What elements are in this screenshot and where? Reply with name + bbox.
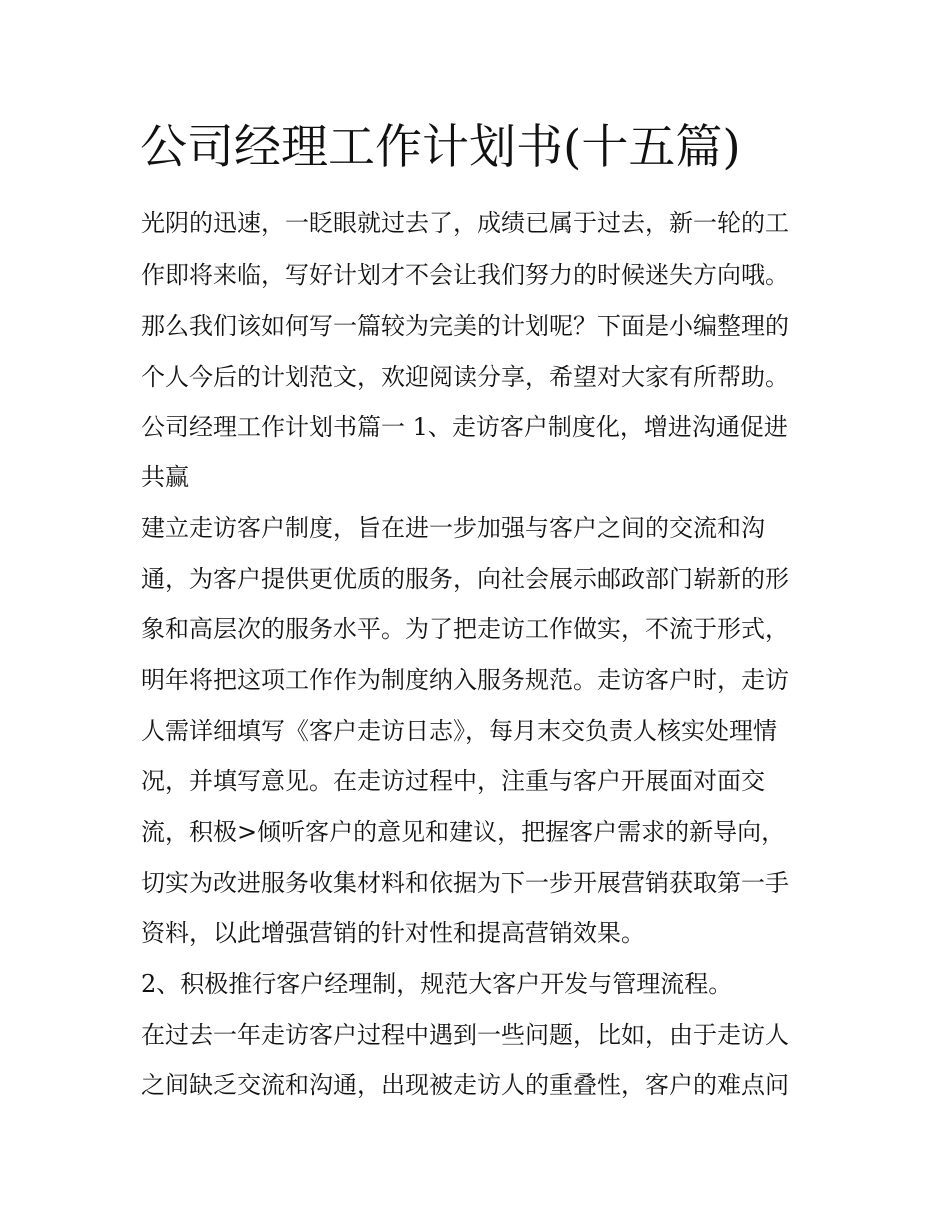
body-line-7: 建立走访客户制度，旨在进一步加强与客户之间的交流和沟 — [141, 514, 765, 542]
body-line-6: 共赢 — [141, 463, 189, 491]
body-line-10: 明年将把这项工作作为制度纳入服务规范。走访客户时，走访 — [141, 666, 789, 694]
document-title: 公司经理工作计划书(十五篇) — [140, 120, 741, 175]
body-line-2: 作即将来临，写好计划才不会让我们努力的时候迷失方向哦。 — [141, 261, 789, 289]
body-line-13: 流，积极>倾听客户的意见和建议，把握客户需求的新导向， — [141, 818, 786, 846]
body-line-12: 况，并填写意见。在走访过程中，注重与客户开展面对面交 — [141, 767, 765, 795]
body-line-3: 那么我们该如何写一篇较为完美的计划呢？下面是小编整理的 — [141, 312, 789, 340]
body-line-11: 人需详细填写《客户走访日志》，每月末交负责人核实处理情 — [141, 717, 777, 745]
body-line-4: 个人今后的计划范文，欢迎阅读分享，希望对大家有所帮助。 — [141, 363, 789, 391]
body-line-5: 公司经理工作计划书篇一 1、走访客户制度化，增进沟通促进 — [141, 413, 788, 441]
body-line-18: 之间缺乏交流和沟通，出现被走访人的重叠性，客户的难点问 — [141, 1071, 789, 1099]
body-line-9: 象和高层次的服务水平。为了把走访工作做实，不流于形式， — [141, 615, 789, 643]
body-line-16: 2、积极推行客户经理制，规范大客户开发与管理流程。 — [141, 970, 733, 998]
body-line-17: 在过去一年走访客户过程中遇到一些问题，比如，由于走访人 — [141, 1021, 789, 1049]
body-line-15: 资料，以此增强营销的针对性和提高营销效果。 — [141, 919, 645, 947]
body-line-8: 通，为客户提供更优质的服务，向社会展示邮政部门崭新的形 — [141, 565, 789, 593]
body-line-14: 切实为改进服务收集材料和依据为下一步开展营销获取第一手 — [141, 869, 789, 897]
body-line-1: 光阴的迅速，一眨眼就过去了，成绩已属于过去，新一轮的工 — [141, 209, 789, 237]
